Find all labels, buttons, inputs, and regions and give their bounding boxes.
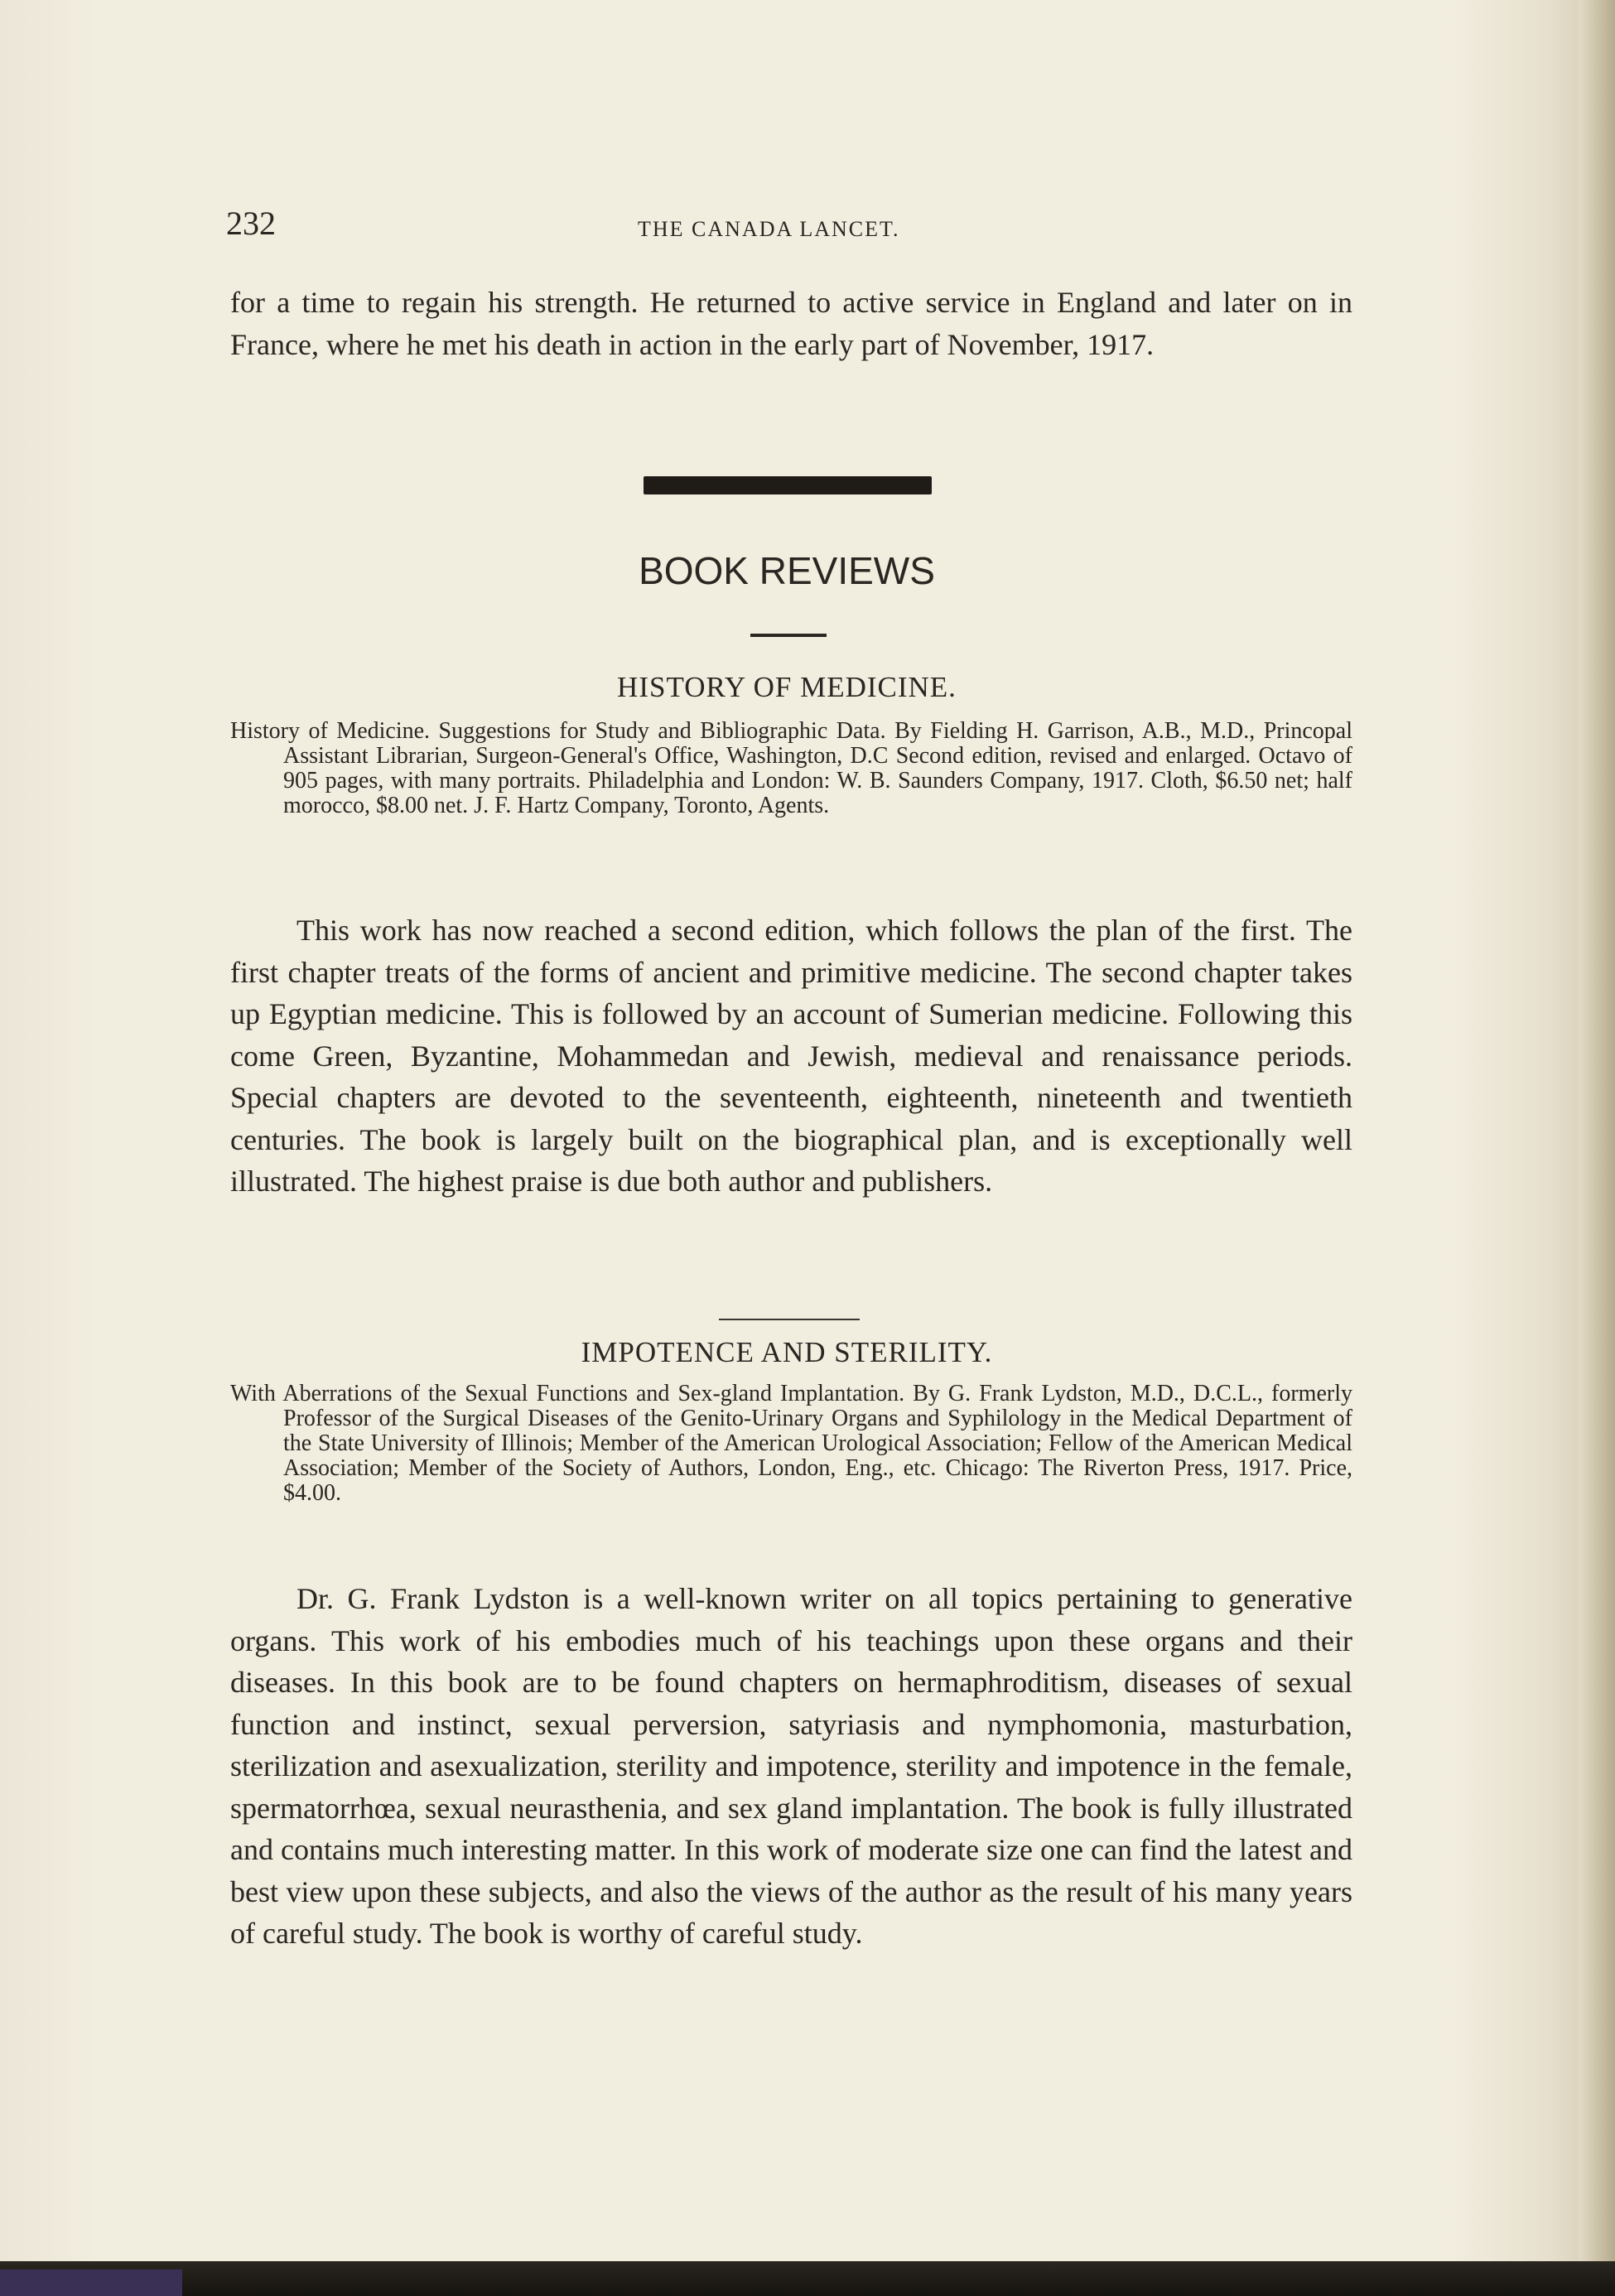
- review-title-history: HISTORY OF MEDICINE.: [617, 671, 957, 703]
- review-body-impotence-text: Dr. G. Frank Lydston is a well-known writer on all topics pertaining to generative organs. This work of his embodies much of his teachings upon these organs and their diseases. In this book are to be found chapters on hermaphroditism, diseases of sexual function and instinct, sexual perversion, satyriasis and nymphomonia, masturbation, sterilization and asexualization, sterility and impotence, sterility and impotence in the female, spermatorrhœa, sexual neurasthenia, and sex gland implantation. The book is fully illustrated and contains much interesting matter. In this work of moderate size one can find the latest and best view upon these subjects, and also the views of the author as the result of his many years of careful study. The book is worthy of careful study.: [230, 1582, 1352, 1950]
- review-title-impotence: IMPOTENCE AND STERILITY.: [581, 1336, 993, 1368]
- running-head: THE CANADA LANCET.: [638, 217, 900, 241]
- intro-paragraph: [230, 282, 1352, 365]
- section-heading: BOOK REVIEWS: [639, 549, 935, 592]
- page-number: 232: [226, 205, 276, 242]
- heading-rule: [750, 634, 827, 637]
- page-edge-shadow: [1579, 0, 1615, 2261]
- review-body-impotence: [230, 1578, 1352, 1955]
- scan-bottom-band: [0, 2261, 1615, 2296]
- review-body-history: [230, 909, 1352, 1203]
- review-body-history-text: This work has now reached a second edition, which follows the plan of the first. The first chapter treats of the forms of ancient and primitive medicine. The second chapter takes up Egyptian medicine. This is followed by an account of Sumerian medicine. Following this come Green, Byzantine, Mohammedan and Jewish, medieval and renaissance periods. Special chapters are devoted to the seventeenth, eighteenth, nineteenth and twentieth centuries. The book is largely built on the biographical plan, and is exceptionally well illustrated. The highest praise is due both author and publishers.: [230, 914, 1352, 1198]
- intro-paragraph-text: for a time to regain his strength. He returned to active service in England and later on in France, where he met his death in action in the early part of November, 1917.: [230, 286, 1352, 361]
- binding-edge: [0, 2269, 182, 2296]
- review-citation-history: History of Medicine. Suggestions for Study and Bibliographic Data. By Fielding H. Garrison, A.B., M.D., Princopal Assistant Librarian, Surgeon-General's Office, Washington, D.C Second edition, revised and enlarged. Octavo of 905 pages, with many portraits. Philadelphia and London: W. B. Saunders Company, 1917. Cloth, $6.50 net; half morocco, $8.00 net. J. F. Hartz Company, Toronto, Agents.: [230, 718, 1352, 818]
- ornament-bar: [644, 476, 932, 494]
- review-citation-impotence: With Aberrations of the Sexual Functions and Sex-gland Implantation. By G. Frank Lydston, M.D., D.C.L., formerly Professor of the Surgical Diseases of the Genito-Urinary Organs and Syphilology in the Medical Department of the State University of Illinois; Member of the American Urological Association; Fellow of the American Medical Association; Member of the Society of Authors, London, Eng., etc. Chicago: The Riverton Press, 1917. Price, $4.00.: [230, 1381, 1352, 1506]
- review-divider: [719, 1319, 860, 1320]
